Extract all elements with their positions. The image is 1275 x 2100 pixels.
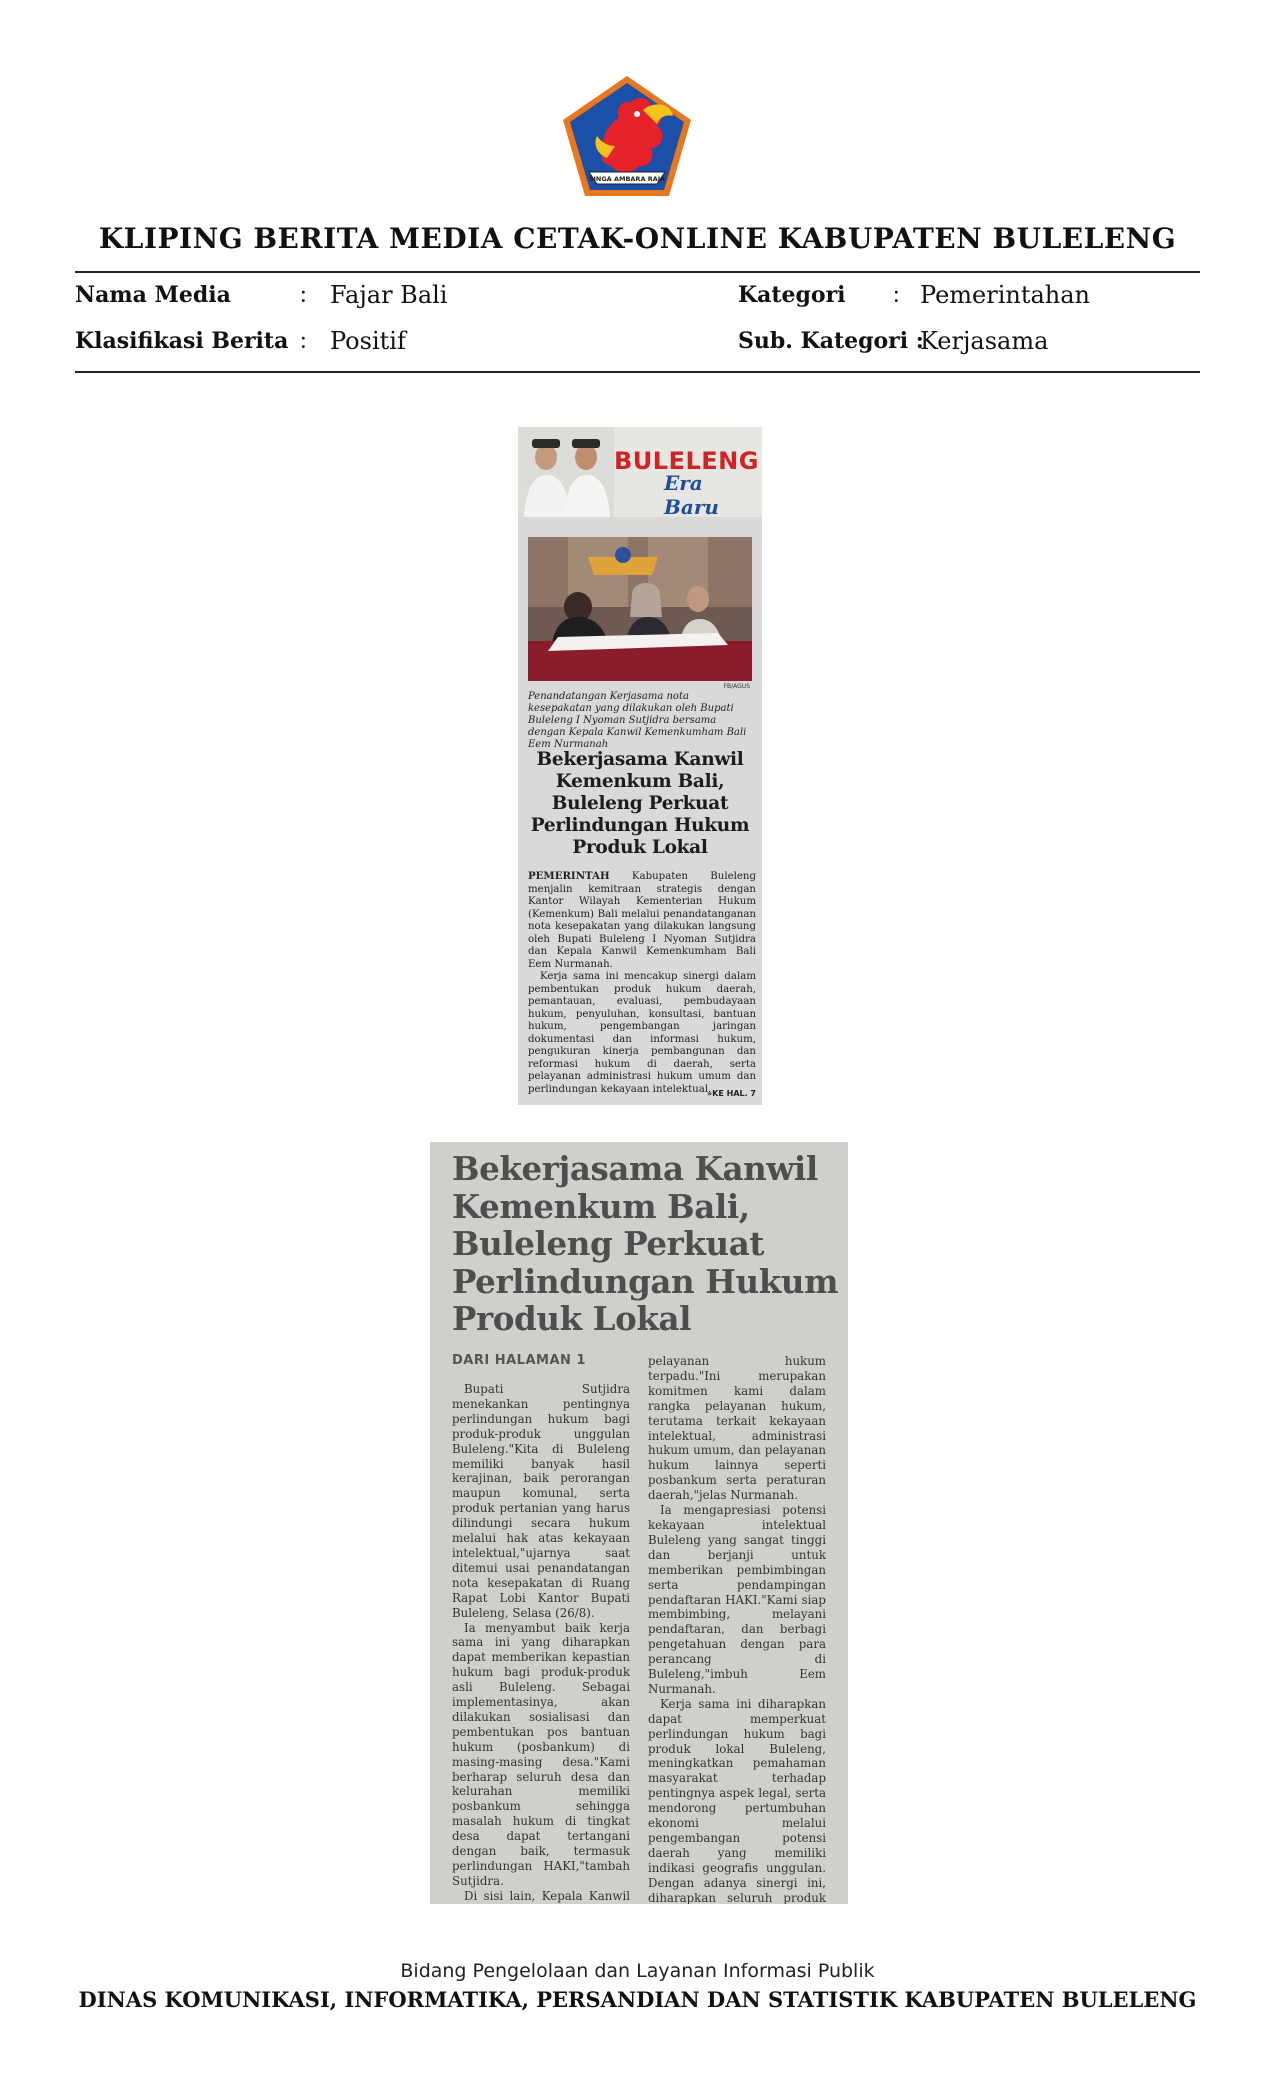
article-body [528,870,756,1096]
paragraph: pelayanan hukum terpadu."Ini merupakan komitmen kami dalam rangka pelayanan hukum, terutama terkait kekayaan intelektual, administrasi hukum umum, dan pelayanan hukum lainnya seperti posbankum serta peraturan daerah,"jelas Nurmanah. [648,1354,826,1503]
lead-word: PEMERINTAH [528,870,610,882]
paragraph: Kerja sama ini diharapkan dapat memperkuat perlindungan hukum bagi produk lokal Buleleng, meningkatkan pemahaman masyarakat terhadap pentingnya aspek legal, serta mendorong pertumbuhan ekonomi melalui pengembangan potensi daerah yang memiliki indikasi geografis unggulan. Dengan adanya sinergi ini, diharapkan seluruh produk [648,1696,826,1904]
sub-kategori-label: Sub. Kategori : [738,328,924,354]
kabupaten-buleleng-logo [559,74,695,200]
photo-credit: FB/AGUS [723,683,750,690]
nama-media-label: Nama Media [75,282,231,308]
newspaper-clipping-front [518,427,762,1105]
newspaper-clipping-continuation [430,1142,848,1904]
kategori-value: Pemerintahan [920,281,1091,309]
article-column-2 [648,1354,826,1904]
article-column-1 [452,1382,630,1904]
colon: : [300,282,307,308]
rubric-header [518,427,762,517]
signing-photo [528,537,752,681]
paragraph: Ia mengapresiasi potensi kekayaan intelektual Buleleng yang sangat tinggi dan berjanji untuk memberikan pembimbingan serta pendampingan pendaftaran HAKI."Kami siap membimbing, melayani pendaftaran, dan berbagi pengetahuan dengan para perancang di Buleleng,"imbuh Eem Nurmanah. [648,1503,826,1696]
article-headline: Bekerjasama Kanwil Kemenkum Bali, Buleleng Perkuat Perlindungan Hukum Produk Lokal [530,749,750,858]
svg-text:SINGA AMBARA RAJA: SINGA AMBARA RAJA [588,175,666,183]
sub-kategori-value: Kerjasama [920,327,1049,355]
colon: : [893,282,900,308]
top-divider [75,271,1200,273]
photo-caption: Penandatangan Kerjasama nota kesepakatan yang dilakukan oleh Bupati Buleleng I Nyoman Sutjidra bersama dengan Kepala Kanwil Kemenkumham Bali Eem Nurmanah [528,691,747,750]
from-page-label: DARI HALAMAN 1 [452,1353,586,1368]
paragraph: Ia menyambut baik kerja sama ini yang diharapkan dapat memberikan kepastian hukum bagi produk-produk asli Buleleng. Sebagai implementasinya, akan dilakukan sosialisasi dan pembentukan pos bantuan hukum (posbankum) di masing-masing desa."Kami berharap seluruh desa dan kelurahan memiliki posbankum sehingga masalah hukum di tingkat desa dapat tertangani dengan baik, termasuk perlindungan HAKI,"tambah Sutjidra. [452,1620,630,1888]
klasifikasi-value: Positif [330,327,406,355]
page-title: KLIPING BERITA MEDIA CETAK-ONLINE KABUPATEN BULELENG [98,222,1177,255]
footer-agency: DINAS KOMUNIKASI, INFORMATIKA, PERSANDIAN DAN STATISTIK KABUPATEN BULELENG [78,1987,1197,2012]
footer-unit: Bidang Pengelolaan dan Layanan Informasi Publik [400,1960,875,1982]
meta-divider [75,371,1200,373]
klasifikasi-label: Klasifikasi Berita [75,328,289,354]
continued-marker: »KE HAL. 7 [707,1089,756,1098]
paragraph: Kabupaten Buleleng menjalin kemitraan strategis dengan Kantor Wilayah Kementerian Hukum (Kemenkum) Bali melalui penandatanganan nota kesepakatan yang dilakukan langsung oleh Bupati Buleleng I Nyoman Sutjidra dan Kepala Kanwil Kemenkumham Bali Eem Nurmanah. [528,871,756,970]
officials-portrait [518,427,614,517]
nama-media-value: Fajar Bali [330,281,448,309]
paragraph: Kerja sama ini mencakup sinergi dalam pembentukan produk hukum daerah, pemantauan, evaluasi, pembudayaan hukum, penyuluhan, konsultasi, bantuan hukum, pengembangan jaringan dokumentasi dan informasi hukum, pengukuran kinerja pembangunan dan reformasi hukum di daerah, serta pelayanan administrasi hukum umum dan perlindungan kekayaan intelektual. [528,971,756,1095]
paragraph: Bupati Sutjidra menekankan pentingnya perlindungan hukum bagi produk-produk unggulan Buleleng."Kita di Buleleng memiliki banyak hasil kerajinan, baik perorangan maupun komunal, serta produk pertanian yang harus dilindungi secara hukum melalui hak atas kekayaan intelektual,"ujarnya saat ditemui usai penandatangan nota kesepakatan di Ruang Rapat Lobi Kantor Bupati Buleleng, Selasa (26/8). [452,1382,630,1620]
paragraph: Di sisi lain, Kepala Kanwil [464,1888,630,1903]
rubric-brand: BULELENG [614,447,759,475]
article-headline: Bekerjasama Kanwil Kemenkum Bali, Buleleng Perkuat Perlindungan Hukum Produk Lokal [452,1149,839,1338]
kategori-label: Kategori [738,282,846,308]
colon: : [300,328,307,354]
rubric-subtitle: Era Baru [664,471,719,519]
